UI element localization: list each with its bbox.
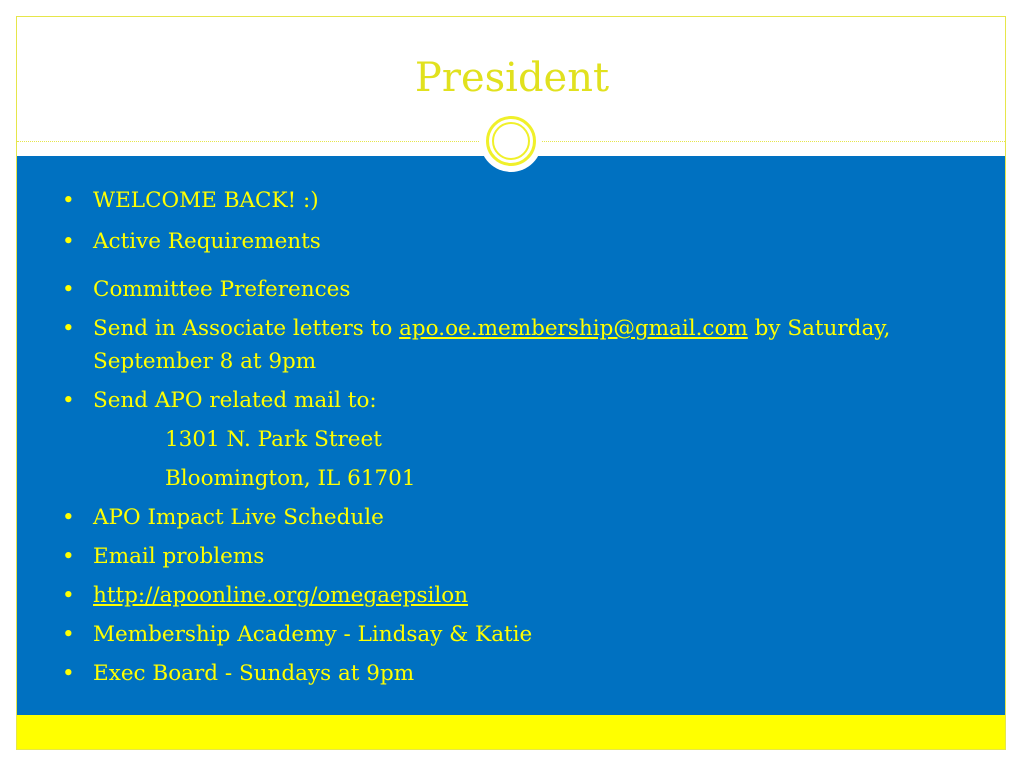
list-item-mail bbox=[60, 384, 980, 423]
bullet-icon: • bbox=[62, 622, 75, 647]
list-item-welcome bbox=[60, 184, 980, 225]
list-item-text: Membership Academy - Lindsay & Katie bbox=[93, 622, 533, 647]
address-line-street: 1301 N. Park Street bbox=[165, 427, 382, 452]
bullet-icon: • bbox=[62, 388, 75, 413]
list-item-membership-academy bbox=[60, 618, 980, 657]
list-item-text: APO Impact Live Schedule bbox=[93, 505, 384, 530]
list-item-exec-board bbox=[60, 657, 980, 696]
list-item-text: Active Requirements bbox=[93, 229, 321, 254]
list-item-email-problems bbox=[60, 540, 980, 579]
bullet-icon: • bbox=[62, 229, 75, 254]
footer-bar bbox=[17, 715, 1005, 749]
slide-title: President bbox=[414, 55, 610, 101]
list-item-text-before: Send in Associate letters to bbox=[93, 316, 400, 341]
bullet-icon: • bbox=[62, 661, 75, 686]
bullet-icon: • bbox=[62, 544, 75, 569]
bullet-icon: • bbox=[62, 583, 75, 608]
bullet-icon: • bbox=[62, 505, 75, 530]
list-item-associate-letters bbox=[60, 312, 980, 384]
list-item-text: Committee Preferences bbox=[93, 277, 351, 302]
list-item-text-after: by Saturday, September 8 at 9pm bbox=[93, 316, 891, 374]
bullet-list bbox=[60, 184, 980, 696]
address-line-city: Bloomington, IL 61701 bbox=[165, 466, 416, 491]
list-item-text: Send APO related mail to: bbox=[93, 388, 377, 413]
bullet-icon: • bbox=[62, 277, 75, 302]
list-item-impact-live bbox=[60, 501, 980, 540]
list-item-website bbox=[60, 579, 980, 618]
list-item-text: Email problems bbox=[93, 544, 265, 569]
circle-ornament-inner-ring bbox=[492, 122, 530, 160]
website-link[interactable]: http://apoonline.org/omegaepsilon bbox=[93, 583, 469, 608]
list-item-active-requirements bbox=[60, 225, 980, 273]
list-item-text: Exec Board - Sundays at 9pm bbox=[93, 661, 415, 686]
list-item-committee-preferences bbox=[60, 273, 980, 312]
membership-email-link[interactable]: apo.oe.membership@gmail.com bbox=[399, 316, 748, 341]
list-item-text: WELCOME BACK! :) bbox=[93, 188, 319, 213]
bullet-icon: • bbox=[62, 316, 75, 341]
bullet-icon: • bbox=[62, 188, 75, 213]
